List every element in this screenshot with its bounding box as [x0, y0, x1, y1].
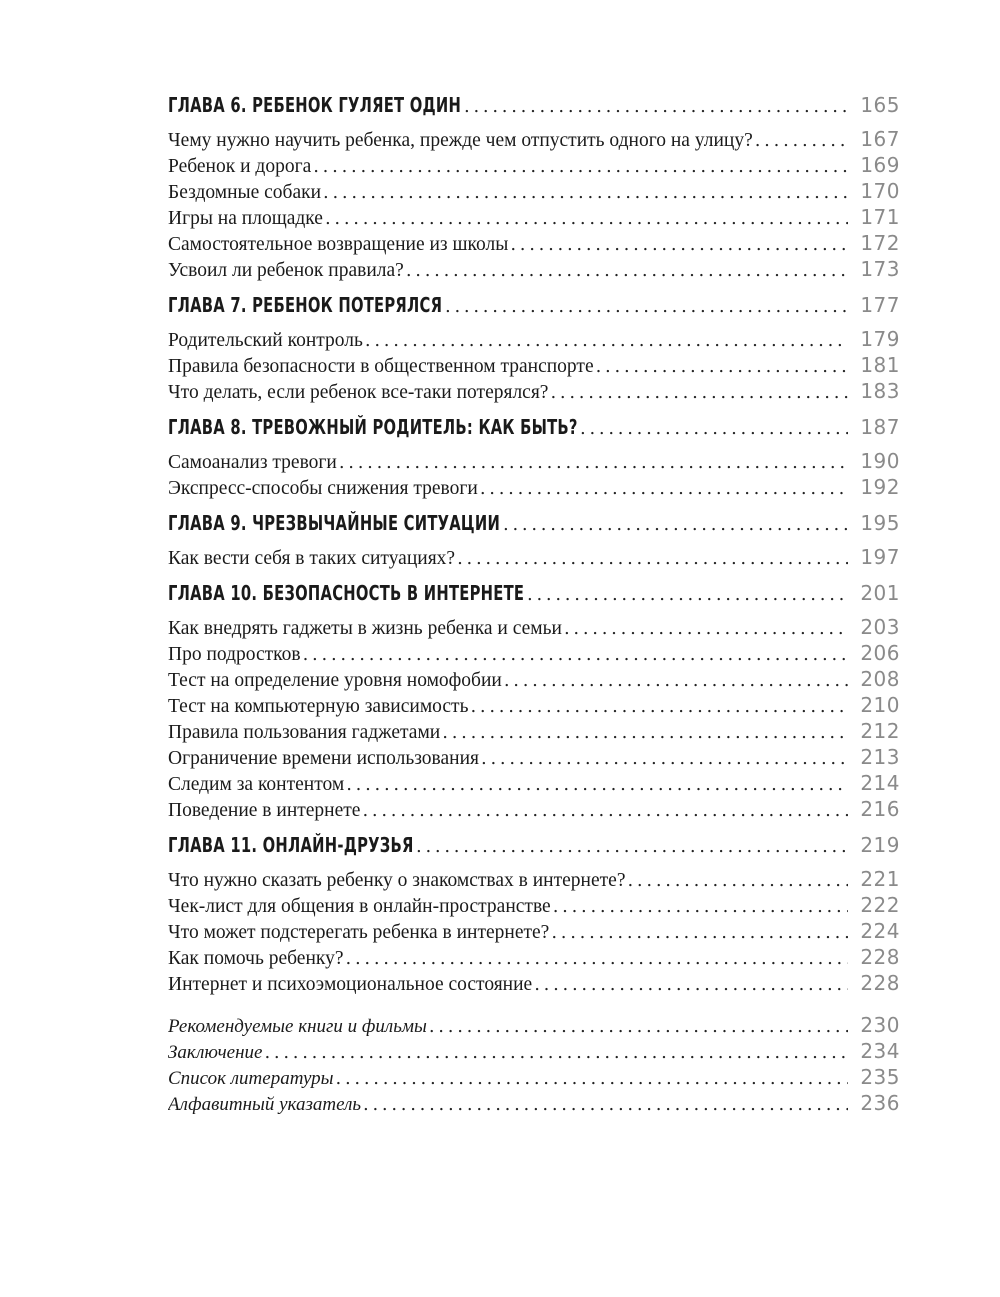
dot-leader	[429, 1016, 848, 1037]
dot-leader	[480, 478, 848, 499]
page-number: 195	[860, 511, 900, 535]
section-title: Как внедрять гаджеты в жизнь ребенка и семьи	[168, 618, 562, 639]
section-entry[interactable]	[168, 353, 900, 379]
section-entry[interactable]	[168, 545, 900, 571]
dot-leader	[510, 234, 848, 255]
section-entry[interactable]	[168, 797, 900, 823]
section-entry[interactable]	[168, 475, 900, 501]
chapter-entry[interactable]	[168, 415, 900, 449]
appendix-group	[168, 1013, 900, 1117]
dot-leader	[362, 800, 848, 821]
dot-leader	[336, 1068, 848, 1089]
page-number: 203	[860, 615, 900, 639]
chapter-title: ГЛАВА 8. ТРЕВОЖНЫЙ РОДИТЕЛЬ: КАК БЫТЬ?	[168, 415, 578, 439]
page-number: 170	[860, 179, 900, 203]
dot-leader	[346, 948, 849, 969]
section-title: Следим за контентом	[168, 774, 345, 795]
page-number: 212	[860, 719, 900, 743]
dot-leader	[416, 836, 848, 857]
dot-leader	[551, 922, 848, 943]
dot-leader	[596, 356, 848, 377]
section-entry[interactable]	[168, 615, 900, 641]
page-number: 236	[860, 1091, 900, 1115]
page-number: 167	[860, 127, 900, 151]
section-title: Ребенок и дорога	[168, 156, 312, 177]
section-title: Самостоятельное возвращение из школы	[168, 234, 509, 255]
section-entry[interactable]	[168, 771, 900, 797]
chapter-title: ГЛАВА 11. ОНЛАЙН-ДРУЗЬЯ	[168, 833, 414, 857]
section-entry[interactable]	[168, 449, 900, 475]
page-number: 165	[860, 93, 900, 117]
section-entry[interactable]	[168, 945, 900, 971]
page-number: 187	[860, 415, 900, 439]
section-entry[interactable]	[168, 153, 900, 179]
page-number: 224	[860, 919, 900, 943]
appendix-title: Заключение	[168, 1042, 263, 1063]
page-number: 177	[860, 293, 900, 317]
dot-leader	[553, 896, 848, 917]
section-entry[interactable]	[168, 205, 900, 231]
dot-leader	[303, 644, 848, 665]
section-title: Поведение в интернете	[168, 800, 361, 821]
page-number: 173	[860, 257, 900, 281]
page-number: 197	[860, 545, 900, 569]
chapter-entry[interactable]	[168, 581, 900, 615]
chapter-group	[168, 415, 900, 501]
page-number: 219	[860, 833, 900, 857]
page-number: 179	[860, 327, 900, 351]
chapter-group	[168, 93, 900, 283]
chapter-group	[168, 511, 900, 571]
dot-leader	[457, 548, 848, 569]
section-title: Тест на определение уровня номофобии	[168, 670, 502, 691]
section-entry[interactable]	[168, 693, 900, 719]
dot-leader	[346, 774, 848, 795]
section-entry[interactable]	[168, 919, 900, 945]
dot-leader	[339, 452, 848, 473]
chapter-title: ГЛАВА 9. ЧРЕЗВЫЧАЙНЫЕ СИТУАЦИИ	[168, 511, 501, 535]
page-number: 183	[860, 379, 900, 403]
dot-leader	[363, 1094, 848, 1115]
section-title: Что нужно сказать ребенку о знакомствах в интернете?	[168, 870, 626, 891]
page-number: 171	[860, 205, 900, 229]
chapter-title: ГЛАВА 10. БЕЗОПАСНОСТЬ В ИНТЕРНЕТЕ	[168, 581, 525, 605]
page-number: 201	[860, 581, 900, 605]
section-entry[interactable]	[168, 719, 900, 745]
appendix-entry[interactable]	[168, 1091, 900, 1117]
section-title: Что может подстерегать ребенка в интернете?	[168, 922, 550, 943]
page-number: 181	[860, 353, 900, 377]
section-entry[interactable]	[168, 893, 900, 919]
page-number: 234	[860, 1039, 900, 1063]
chapter-entry[interactable]	[168, 293, 900, 327]
dot-leader	[534, 974, 848, 995]
chapter-title: ГЛАВА 7. РЕБЕНОК ПОТЕРЯЛСЯ	[168, 293, 443, 317]
section-title: Чему нужно научить ребенка, прежде чем отпустить одного на улицу?	[168, 130, 753, 151]
section-title: Бездомные собаки	[168, 182, 322, 203]
section-entry[interactable]	[168, 641, 900, 667]
page-number: 221	[860, 867, 900, 891]
dot-leader	[481, 748, 848, 769]
appendix-title: Рекомендуемые книги и фильмы	[168, 1016, 427, 1037]
section-entry[interactable]	[168, 231, 900, 257]
chapter-title: ГЛАВА 6. РЕБЕНОК ГУЛЯЕТ ОДИН	[168, 93, 462, 117]
section-title: Как вести себя в таких ситуациях?	[168, 548, 456, 569]
page-number: 235	[860, 1065, 900, 1089]
page-number: 210	[860, 693, 900, 717]
dot-leader	[442, 722, 848, 743]
appendix-title: Алфавитный указатель	[168, 1094, 361, 1115]
section-title: Про подростков	[168, 644, 301, 665]
section-title: Экспресс-способы снижения тревоги	[168, 478, 478, 499]
section-title: Ограничение времени использования	[168, 748, 480, 769]
dot-leader	[550, 382, 848, 403]
section-entry[interactable]	[168, 667, 900, 693]
section-title: Правила безопасности в общественном транспорте	[168, 356, 594, 377]
section-entry[interactable]	[168, 379, 900, 405]
dot-leader	[503, 514, 848, 535]
chapter-entry[interactable]	[168, 93, 900, 127]
dot-leader	[470, 696, 848, 717]
page-number: 228	[860, 945, 900, 969]
chapter-entry[interactable]	[168, 511, 900, 545]
page-number: 192	[860, 475, 900, 499]
dot-leader	[445, 296, 848, 317]
section-entry[interactable]	[168, 971, 900, 997]
section-title: Интернет и психоэмоциональное состояние	[168, 974, 533, 995]
section-entry[interactable]	[168, 327, 900, 353]
page-number: 172	[860, 231, 900, 255]
section-title: Чек-лист для общения в онлайн-пространстве	[168, 896, 551, 917]
dot-leader	[313, 156, 848, 177]
page-number: 190	[860, 449, 900, 473]
dot-leader	[365, 330, 848, 351]
section-title: Родительский контроль	[168, 330, 363, 351]
section-entry[interactable]	[168, 179, 900, 205]
dot-leader	[627, 870, 848, 891]
appendix-entry[interactable]	[168, 1065, 900, 1091]
dot-leader	[406, 260, 848, 281]
page-number: 169	[860, 153, 900, 177]
section-title: Что делать, если ребенок все-таки потерялся?	[168, 382, 549, 403]
dot-leader	[504, 670, 848, 691]
section-entry[interactable]	[168, 257, 900, 283]
table-of-contents	[168, 93, 900, 1117]
dot-leader	[755, 130, 848, 151]
section-title: Самоанализ тревоги	[168, 452, 337, 473]
page-number: 222	[860, 893, 900, 917]
dot-leader	[527, 584, 848, 605]
dot-leader	[323, 182, 848, 203]
section-entry[interactable]	[168, 745, 900, 771]
section-entry[interactable]	[168, 127, 900, 153]
section-title: Усвоил ли ребенок правила?	[168, 260, 404, 281]
dot-leader	[564, 618, 848, 639]
chapter-group	[168, 833, 900, 997]
dot-leader	[464, 96, 848, 117]
dot-leader	[325, 208, 848, 229]
dot-leader	[580, 418, 848, 439]
page-number: 216	[860, 797, 900, 821]
section-title: Тест на компьютерную зависимость	[168, 696, 469, 717]
appendix-entry[interactable]	[168, 1039, 900, 1065]
chapter-entry[interactable]	[168, 833, 900, 867]
chapter-group	[168, 581, 900, 823]
appendix-title: Список литературы	[168, 1068, 334, 1089]
page-number: 228	[860, 971, 900, 995]
section-title: Как помочь ребенку?	[168, 948, 344, 969]
section-title: Правила пользования гаджетами	[168, 722, 441, 743]
section-title: Игры на площадке	[168, 208, 323, 229]
dot-leader	[264, 1042, 848, 1063]
page-number: 208	[860, 667, 900, 691]
page-number: 206	[860, 641, 900, 665]
chapter-group	[168, 293, 900, 405]
section-entry[interactable]	[168, 867, 900, 893]
page-number: 214	[860, 771, 900, 795]
appendix-entry[interactable]	[168, 1013, 900, 1039]
page-number: 230	[860, 1013, 900, 1037]
page-number: 213	[860, 745, 900, 769]
